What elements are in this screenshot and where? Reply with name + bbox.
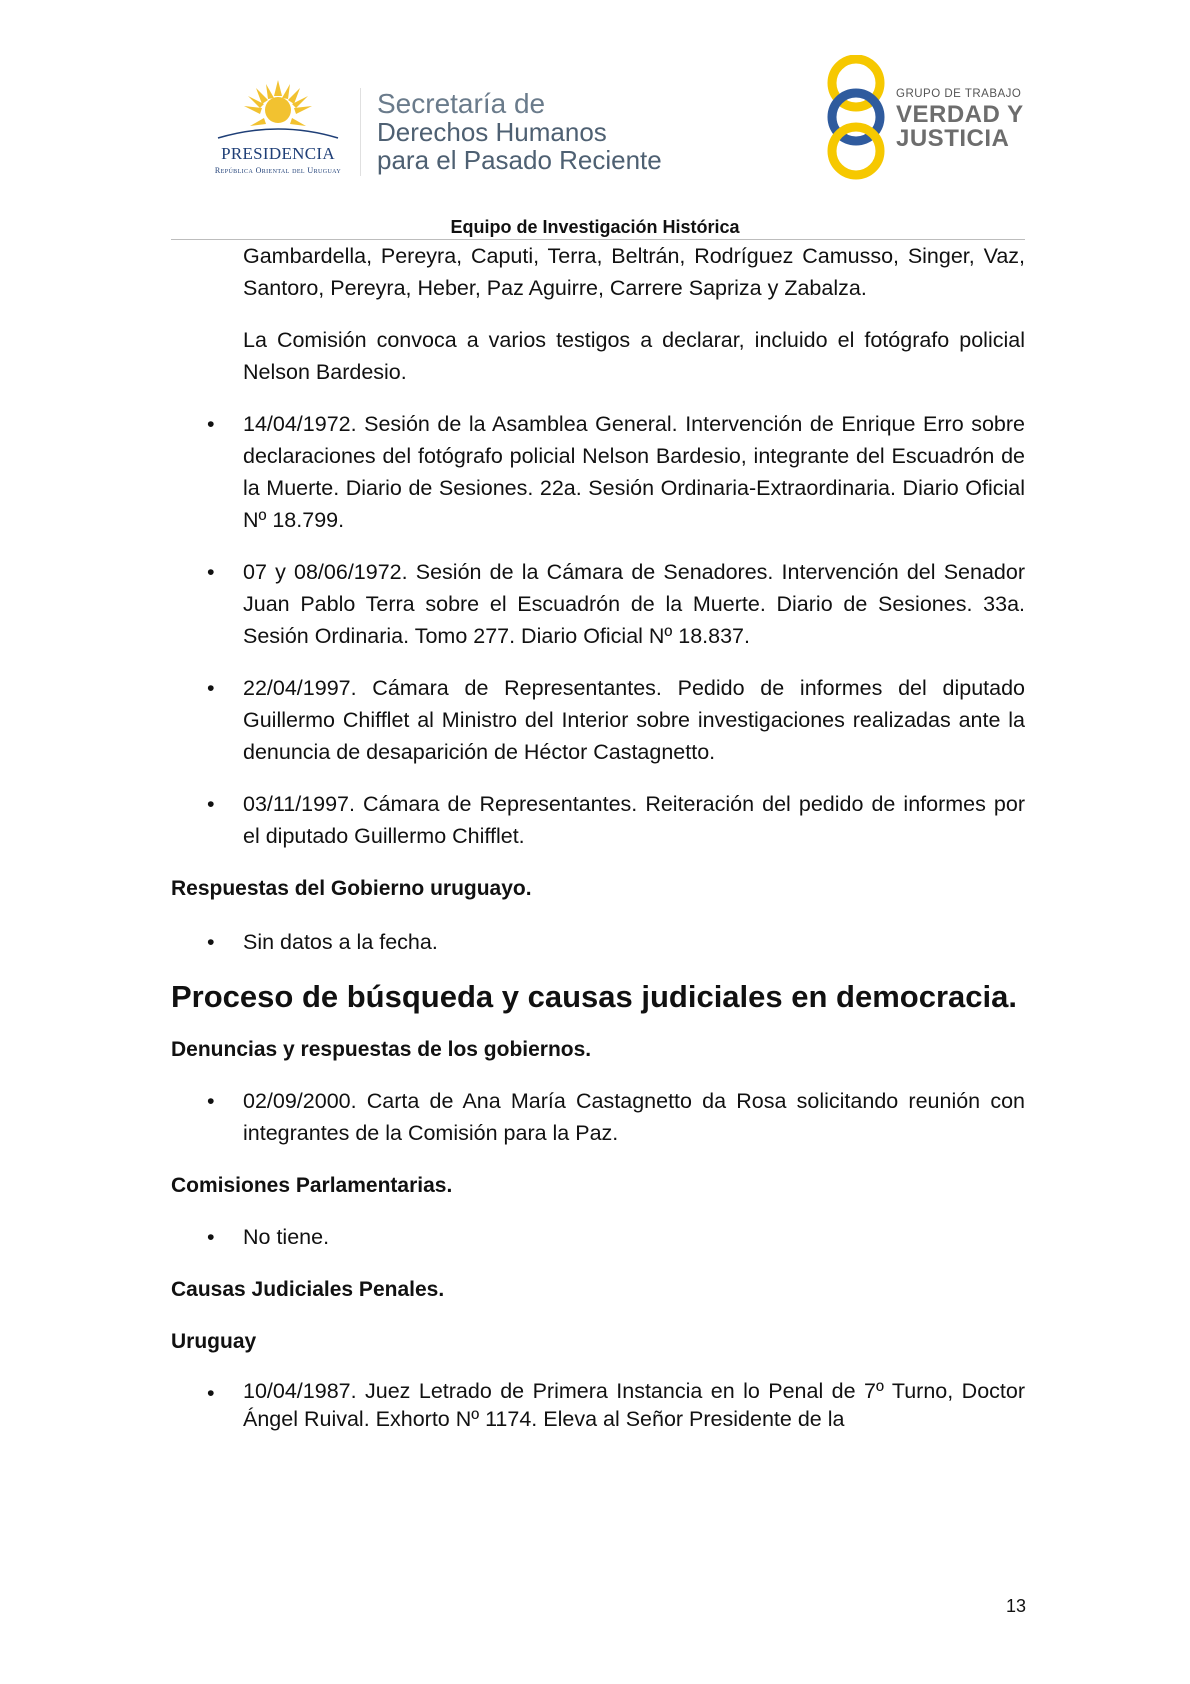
comision-paragraph: La Comisión convoca a varios testigos a declarar, incluido el fotógrafo policial Nelson Bardesio. [243,328,1025,384]
list-item-text: 14/04/1972. Sesión de la Asamblea General. Intervención de Enrique Erro sobre declaraciones del fotógrafo policial Nelson Bardesio, integrante del Escuadrón de la Muerte. Diario de Sesiones. 22a. Sesión Ordinaria-Extraordinaria. Diario Oficial Nº 18.799. [243,412,1025,532]
list-item [207,1221,1025,1253]
heading-respuestas: Respuestas del Gobierno uruguayo. [171,877,532,900]
list-item [207,1085,1025,1149]
section-heading-proceso: Proceso de búsqueda y causas judiciales en democracia. [171,979,1017,1014]
interlocked-rings-icon [820,55,892,180]
bullet-icon: • [207,792,215,816]
list-item [207,788,1025,852]
gtvj-small-text: GRUPO DE TRABAJO [896,88,1022,100]
bullet-icon: • [207,412,215,436]
secretaria-line-3: para el Pasado Reciente [377,145,662,175]
page-body [171,240,1025,1433]
secretaria-line-2: Derechos Humanos [377,117,607,147]
verdad-justicia-logo [820,55,1030,180]
secretaria-logo-text [377,90,662,174]
team-title: Equipo de Investigación Histórica [450,217,740,237]
heading-denuncias: Denuncias y respuestas de los gobiernos. [171,1038,592,1061]
list-item [207,926,1025,958]
presidencia-logo [198,80,358,180]
list-item-text: 03/11/1997. Cámara de Representantes. Reiteración del pedido de informes por el diputado Guillermo Chifflet. [243,792,1025,848]
list-item-text: Sin datos a la fecha. [243,930,438,954]
bullet-icon: • [207,930,215,954]
gtvj-line-1: VERDAD Y [896,101,1024,128]
list-item-text: 10/04/1987. Juez Letrado de Primera Instancia en lo Penal de 7º Turno, Doctor Ángel Ruival. Exhorto Nº 1174. Eleva al Señor Presidente de la [243,1379,1025,1431]
header-divider [360,88,361,176]
presidencia-subtitle: República Oriental del Uruguay [214,166,342,175]
bullet-icon: • [207,1225,215,1249]
heading-causas: Causas Judiciales Penales. [171,1278,445,1301]
heading-comisiones: Comisiones Parlamentarias. [171,1174,453,1197]
bullet-icon: • [207,1381,215,1405]
bullet-icon: • [207,1089,215,1113]
sun-emblem-icon [198,80,358,144]
heading-uruguay: Uruguay [171,1330,257,1353]
bullet-icon: • [207,676,215,700]
gtvj-line-2: JUSTICIA [896,125,1010,152]
list-item-text: 07 y 08/06/1972. Sesión de la Cámara de Senadores. Intervención del Senador Juan Pablo Terra sobre el Escuadrón de la Muerte. Diario de Sesiones. 33a. Sesión Ordinaria. Tomo 277. Diario Oficial Nº 18.837. [243,560,1025,648]
continued-paragraph: Gambardella, Pereyra, Caputi, Terra, Beltrán, Rodríguez Camusso, Singer, Vaz, Santoro, Pereyra, Heber, Paz Aguirre, Carrere Sapriza y Zabalza. [243,244,1025,300]
bullet-icon: • [207,560,215,584]
secretaria-line-1: Secretaría de [377,88,546,119]
list-item-text: No tiene. [243,1225,330,1249]
list-item-text: 02/09/2000. Carta de Ana María Castagnetto da Rosa solicitando reunión con integrantes de la Comisión para la Paz. [243,1089,1025,1145]
page-number: 13 [1005,1596,1026,1616]
list-item [207,1377,1025,1433]
list-item [207,408,1025,536]
page-header [0,0,1190,240]
list-item-text: 22/04/1997. Cámara de Representantes. Pedido de informes del diputado Guillermo Chifflet al Ministro del Interior sobre investigaciones realizadas ante la denuncia de desaparición de Héctor Castagnetto. [243,676,1025,764]
list-item [207,672,1025,768]
presidencia-wordmark: PRESIDENCIA [221,144,335,163]
list-item [207,556,1025,652]
